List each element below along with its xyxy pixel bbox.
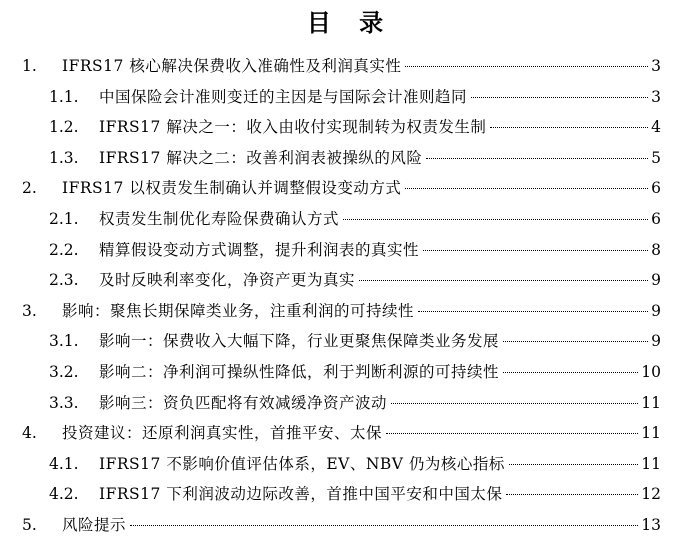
- toc-entry-page: 6: [651, 210, 661, 228]
- toc-entry-number: 2.2.: [49, 240, 79, 259]
- toc-entry-page: 11: [641, 424, 661, 443]
- toc-entry[interactable]: [0, 483, 661, 505]
- toc-entry-number: 3.: [22, 301, 37, 320]
- toc-entry-page: 8: [651, 240, 661, 259]
- toc-entry-text: 权责发生制优化寿险保费确认方式: [99, 210, 340, 228]
- toc-entry-text: IFRS17 核心解决保费收入准确性及利润真实性: [62, 57, 402, 75]
- toc-entry-number: 3.3.: [49, 393, 79, 412]
- toc-entry-page: 4: [651, 118, 661, 137]
- toc-entry-number: 3.2.: [49, 363, 79, 381]
- toc-entry-page: 3: [651, 87, 661, 106]
- toc-entry-text: 影响三：资负匹配将有效减缓净资产波动: [99, 393, 388, 412]
- toc-entry[interactable]: [0, 300, 661, 322]
- toc-title: 目 录: [306, 9, 394, 37]
- toc-dot-leader: [506, 494, 638, 495]
- toc-entry-number: 4.: [22, 424, 37, 443]
- toc-dot-leader: [503, 372, 638, 373]
- toc-entry[interactable]: [0, 177, 661, 199]
- toc-entry[interactable]: [0, 514, 661, 536]
- toc-entry[interactable]: [0, 116, 661, 138]
- toc-entry-text: IFRS17 下利润波动边际改善，首推中国平安和中国太保: [99, 485, 503, 504]
- toc-entry-number: 3.1.: [49, 332, 79, 351]
- toc-entry-text: IFRS17 解决之二：改善利润表被操纵的风险: [99, 148, 423, 167]
- toc-dot-leader: [471, 97, 648, 98]
- toc-entry-page: 9: [651, 332, 661, 351]
- toc-dot-leader: [405, 66, 648, 67]
- toc-entry-number: 2.: [22, 179, 37, 198]
- toc-entry-text: 中国保险会计准则变迁的主因是与国际会计准则趋同: [99, 87, 468, 106]
- toc-entry-number: 1.1.: [49, 87, 79, 106]
- toc-entry[interactable]: [0, 147, 661, 169]
- toc-entry-page: 13: [641, 516, 661, 534]
- toc-entry-page: 12: [641, 485, 661, 504]
- toc-entry-text: 投资建议：还原利润真实性，首推平安、太保: [62, 424, 383, 443]
- toc-entry-page: 5: [651, 148, 661, 167]
- toc-entry-text: 及时反映利率变化，净资产更为真实: [99, 271, 356, 290]
- toc-entry-number: 5.: [22, 516, 37, 534]
- toc-entry[interactable]: [0, 55, 661, 77]
- toc-entry-page: 10: [641, 363, 661, 381]
- toc-dot-leader: [418, 311, 648, 312]
- toc-dot-leader: [391, 403, 638, 404]
- toc-dot-leader: [386, 433, 638, 434]
- toc-dot-leader: [490, 127, 648, 128]
- toc-entry-text: 影响一：保费收入大幅下降，行业更聚焦保障类业务发展: [99, 332, 500, 351]
- toc-entry-text: IFRS17 以权责发生制确认并调整假设变动方式: [62, 179, 402, 198]
- toc-entry-page: 6: [651, 179, 661, 198]
- toc-entry-page: 9: [651, 301, 661, 320]
- toc-entry-number: 1.3.: [49, 148, 79, 167]
- toc-dot-leader: [503, 341, 648, 342]
- toc-dot-leader: [426, 158, 648, 159]
- toc-dot-leader: [343, 219, 648, 220]
- toc-entry[interactable]: [0, 208, 661, 230]
- toc-entry-page: 3: [651, 57, 661, 75]
- toc-entry[interactable]: [0, 239, 661, 261]
- toc-entry-number: 1.: [22, 57, 37, 75]
- toc-entry-page: 11: [641, 393, 661, 412]
- toc-entry[interactable]: [0, 392, 661, 414]
- toc-entry-text: 影响二：净利润可操纵性降低，利于判断利源的可持续性: [99, 363, 500, 381]
- toc-entry-number: 4.2.: [49, 485, 79, 504]
- toc-entry[interactable]: [0, 86, 661, 108]
- toc-dot-leader: [509, 464, 638, 465]
- toc-entry[interactable]: [0, 453, 661, 475]
- toc-entry[interactable]: [0, 361, 661, 383]
- toc-entry-number: 2.1.: [49, 210, 79, 228]
- toc-entry-text: 精算假设变动方式调整，提升利润表的真实性: [99, 240, 420, 259]
- toc-entry-text: 影响：聚焦长期保障类业务，注重利润的可持续性: [62, 301, 415, 320]
- toc-entry[interactable]: [0, 269, 661, 291]
- toc-entry-number: 1.2.: [49, 118, 79, 137]
- toc-entry-number: 2.3.: [49, 271, 79, 290]
- toc-dot-leader: [130, 525, 638, 526]
- toc-entry-page: 11: [641, 454, 661, 473]
- toc-entry-text: IFRS17 解决之一：收入由收付实现制转为权责发生制: [99, 118, 487, 137]
- toc-entry-text: IFRS17 不影响价值评估体系，EV、NBV 仍为核心指标: [99, 454, 505, 473]
- toc-entry-text: 风险提示: [62, 516, 127, 534]
- toc-dot-leader: [423, 250, 648, 251]
- toc-entry[interactable]: [0, 330, 661, 352]
- toc-entry-page: 9: [651, 271, 661, 290]
- toc-entry-number: 4.1.: [49, 454, 79, 473]
- toc-entry[interactable]: [0, 422, 661, 444]
- toc-dot-leader: [405, 188, 648, 189]
- toc-dot-leader: [359, 280, 648, 281]
